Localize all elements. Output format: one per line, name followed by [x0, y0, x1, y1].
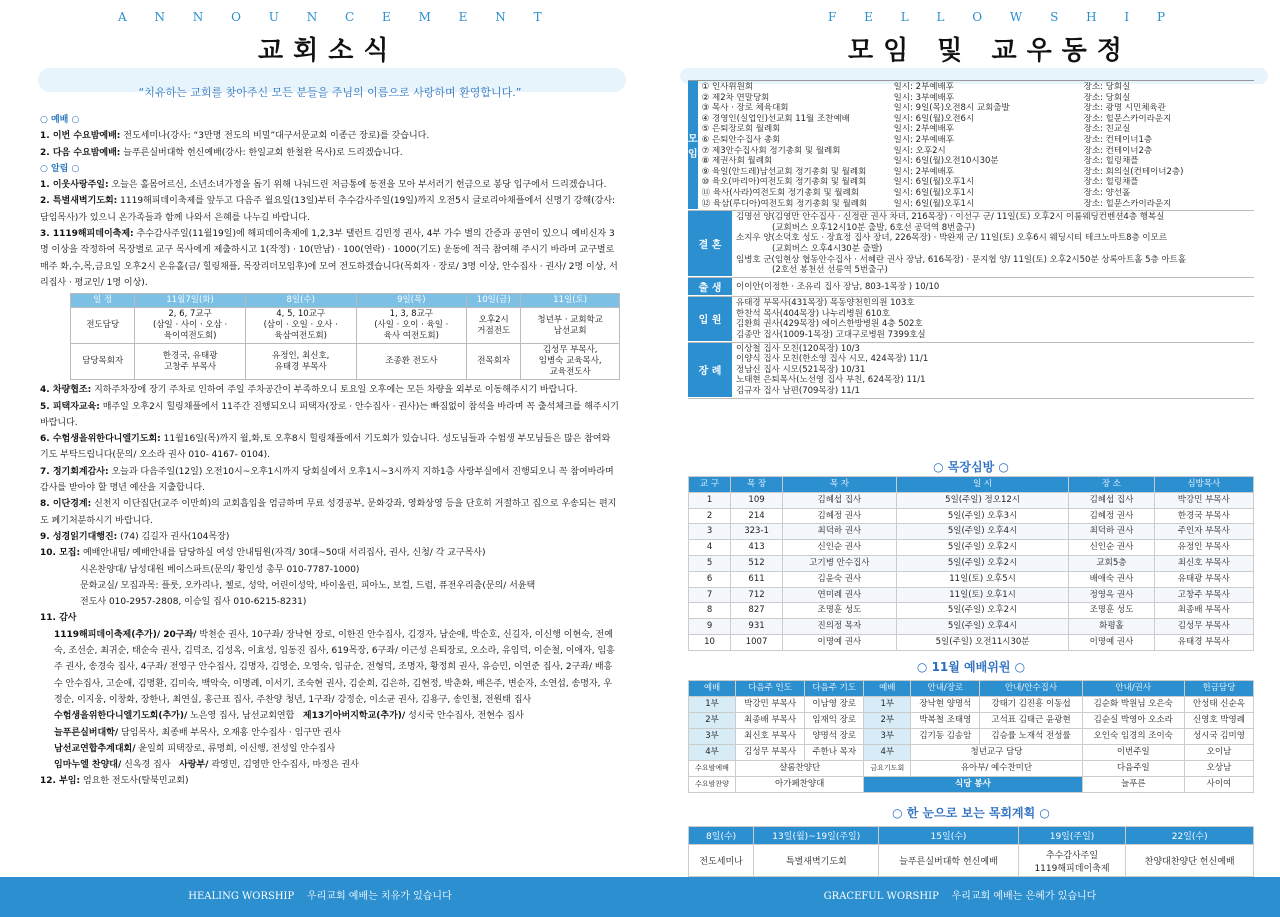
item-wednesday-next: 2. 다음 수요밤예배: 늘푸른실버대학 헌신예배(강사: 한일교회 한철완 목사)로 드리겠습니다.	[40, 147, 403, 158]
table-row	[689, 492, 1254, 508]
table-cell: 5일(주일) 오후3시	[896, 508, 1069, 524]
hospital-row	[688, 297, 1254, 342]
table-cell: 담당목회자	[71, 344, 135, 380]
table-cell: 4, 5, 10교구 (삼이 · 오일 · 오사 · 육삼여전도회)	[245, 308, 356, 344]
item-wednesday-this: 1. 이번 수요밤예배: 전도세미나(강사: “3만명 전도의 비밀”대구서문교회 이종근 장로)를 갖습니다.	[40, 131, 430, 142]
table-header: 일 정	[71, 294, 135, 308]
table-cell: 박복철 조태영	[911, 713, 980, 729]
meeting-field: 장소: 컨테이너2층	[1083, 145, 1153, 156]
table-header: 10일(금)	[467, 294, 521, 308]
table-header: 안내/안수집사	[980, 681, 1082, 697]
table-cell: 박강민 부목사	[1154, 492, 1253, 508]
table-cell: 오후2시 거점전도	[467, 308, 521, 344]
plan-title: ○ 한 눈으로 보는 목회계획 ○	[892, 806, 1050, 820]
table-cell: 611	[731, 571, 783, 587]
table-cell: 안성태 신순옥	[1184, 697, 1253, 713]
table-cell: 김혜섭 집사	[782, 492, 896, 508]
meeting-field: 일시: 6일(월)오후1시	[893, 177, 975, 188]
meeting-field: 일시: 2부예배후	[893, 166, 954, 177]
wedding-line: 소지우 양(소덕호 성도 · 장효정 집사 장녀, 226목장) · 박완재 군/ 11일(토) 오후6시 웨딩시티 테크노마트8층 이모르	[736, 233, 1168, 244]
meeting-field: ⑤ 은퇴장로회 월례회	[701, 124, 781, 135]
meeting-item	[702, 146, 1254, 157]
table-cell: 유정인, 최신호, 유태경 부목사	[245, 344, 356, 380]
table-cell: 찬양대찬양단 헌신예배	[1126, 845, 1254, 877]
table-cell: 화평홀	[1069, 619, 1154, 635]
table-cell: 3부	[689, 729, 736, 745]
meeting-field: 장소: 힐링채플	[1083, 177, 1139, 188]
notice-6: 6. 수험생을위한다니엘기도회: 11월16일(목)까지 월,화,토 오후8시 힐링채플에서 기도회가 있습니다. 성도님들과 수험생 부모님들은 많은 참여와 기도 부탁드립니다(문의/ 오소라 권사 010- 4167- 0104).	[40, 434, 611, 461]
section-eng-title: A N N O U N C E M E N T	[118, 10, 554, 24]
wedding-label: 결 혼	[688, 211, 732, 277]
table-cell: 양명석 장로	[805, 729, 864, 745]
table-header: 11월7일(화)	[135, 294, 246, 308]
fellowship-page	[640, 0, 1280, 917]
table-cell: 이남영 장로	[805, 697, 864, 713]
meeting-field: 장소: 컨테이너1층	[1083, 134, 1153, 145]
hospital-line: 김환희 권사(429목장) 에이스한방병원 4층 502호	[736, 319, 923, 330]
table-cell: 323-1	[731, 524, 783, 540]
table-cell: 김성무 부목사	[1154, 619, 1253, 635]
table-header: 심방목사	[1154, 477, 1253, 493]
meeting-field: 장소: 힐문스카이라운지	[1083, 113, 1172, 124]
table-cell: 김승률 노재석 전성률	[980, 729, 1082, 745]
table-cell: 최덕하 권사	[1069, 524, 1154, 540]
meeting-field: 일시: 6일(월)오후1시	[893, 187, 975, 198]
meeting-item	[702, 93, 1254, 104]
meeting-field: ⑫ 육삼(루디아)여전도회 정기총회 및 월례회	[701, 198, 868, 209]
meeting-field: 장소: 힐문스카이라운지	[1083, 198, 1172, 209]
hospital-line: 유태경 부목사(431목장) 목동양천힌의원 103호	[736, 298, 915, 309]
wedding-line: 임병호 군(임현상 협동안수집사 · 서혜란 권사 장남, 616목장) · 문지협 양/ 11일(토) 오후2시50분 상록아트홀 5층 아트홀	[736, 254, 1187, 265]
table-header: 예배	[689, 681, 736, 697]
table-cell: 오이남	[1184, 745, 1253, 761]
table-cell: 유태광 부목사	[1154, 571, 1253, 587]
table-cell: 장낙현 양명석	[911, 697, 980, 713]
table-cell: 최종배 부목사	[1154, 603, 1253, 619]
table-row	[689, 729, 1254, 745]
meeting-field: 장소: 친교실	[1083, 124, 1131, 135]
table-cell: 9	[689, 619, 731, 635]
table-cell: 신인순 권사	[782, 540, 896, 556]
meeting-field: ④ 경영인(실업인)선교회 11월 조찬예배	[701, 113, 850, 124]
table-cell: 1부	[864, 697, 911, 713]
table-cell: 추수감사주일 1119해피데이축제	[1018, 845, 1126, 877]
page-title: 모임 및 교우동정	[848, 36, 1132, 66]
meeting-field: ① 인사위원회	[701, 82, 754, 92]
table-header: 목 자	[782, 477, 896, 493]
meeting-field: 일시: 2부예배후	[893, 82, 954, 92]
notice-heading: ○ 알림 ○	[40, 163, 80, 174]
table-cell: 5일(주일) 오후2시	[896, 555, 1069, 571]
notice-10: 10. 모집: 예배안내팀/ 예배안내를 담당하실 여성 안내팀원(자격/ 30대~50대 서리집사, 권사, 신청/ 각 교구목사)	[40, 548, 486, 559]
notice-10-contact: 전도사 010-2957-2808, 이승일 집사 010-6215-8231)	[80, 597, 307, 608]
meeting-field: ② 제2차 연말당회	[701, 92, 770, 103]
meeting-item	[702, 135, 1254, 146]
table-row	[689, 571, 1254, 587]
table-row	[689, 745, 1254, 761]
birth-row	[688, 278, 1254, 298]
evangelism-schedule-table	[70, 293, 620, 380]
notice-12: 12. 부임: 엄요한 전도사(탈북민교회)	[40, 776, 189, 787]
table-cell: 임재익 장로	[805, 713, 864, 729]
table-row	[689, 697, 1254, 713]
meeting-item	[702, 177, 1254, 188]
table-cell: 이번주일	[1082, 745, 1184, 761]
wedding-row	[688, 211, 1254, 278]
table-row	[689, 603, 1254, 619]
meeting-item	[702, 114, 1254, 125]
meeting-field: 장소: 당회실	[1083, 92, 1131, 103]
thanks-festival: 1119해피데이축제(추가)/ 20구좌/ 박천순 권사, 10구좌/ 장낙현 장로, 이한진 안수집사, 김경자, 남순애, 박순호, 신길자, 이신행 이현숙, 전예숙, 조선순, 최귀순, 태순숙 권사, 김덕조, 김성옥, 이효성, 임동진 집사, 619목장, 6구좌/ 이근성 은퇴장로, 오소라, 유임덕, 이순철, 이애자, 임흥주 권사, 송경숙 집사, 4구좌/ 전영구 안수집사, 김명자, 김영순, 오영숙, 임규순, 전형덕, 조명자, 황정희 권사, 유승민, 이연준 집사, 2구좌/ 배흥수 안수집사, 고순애, 김명환, 김미숙, 백악숙, 이명례, 이서기, 조숙현 권사, 김순희, 김은하, 김현정, 박춘화, 배은주, 변순자, 소연섭, 송명자, 우정순, 이지웅, 이창화, 장한나, 최연실, 홍근표 집사, 주찬양 청년, 1구좌/ 강정순, 이소균 권사, 김용구, 송인철, 전원태 집사	[54, 629, 615, 705]
table-cell: 10	[689, 634, 731, 650]
table-cell: 2부	[689, 713, 736, 729]
table-cell: 주한나 목자	[805, 745, 864, 761]
hospital-line: 김종만 집사(1009-1목장) 고대구로병원 7399호실	[736, 330, 926, 341]
table-cell: 연미례 권사	[782, 587, 896, 603]
table-header: 15일(수)	[879, 827, 1018, 845]
table-cell: 김혜정 권사	[1069, 508, 1154, 524]
table-cell: 5일(주일) 오후2시	[896, 540, 1069, 556]
meeting-field: 일시: 6일(월)오후1시	[893, 198, 975, 209]
table-header: 다음주 인도	[736, 681, 805, 697]
table-cell: 정영옥 권사	[1069, 587, 1154, 603]
visit-title: ○ 목장심방 ○	[933, 460, 1009, 474]
wedding-list	[732, 211, 1254, 277]
table-cell: 주인자 부목사	[1154, 524, 1253, 540]
table-cell: 강태기 김진흥 이동섭	[980, 697, 1082, 713]
meeting-field: ③ 목사 · 장로 체육대회	[701, 103, 789, 114]
meeting-field: ⑧ 제권사회 월례회	[701, 156, 773, 167]
meeting-field: 장소: 힐링채플	[1083, 156, 1139, 167]
announcement-body	[40, 112, 620, 790]
table-header: 안내/권사	[1082, 681, 1184, 697]
table-row	[689, 634, 1254, 650]
table-cell: 조명훈 성도	[1069, 603, 1154, 619]
table-row	[689, 713, 1254, 729]
wedding-line: (교회버스 오후4시30분 출발)	[772, 243, 883, 254]
meeting-field: 일시: 9일(목)오전8시 교회출발	[893, 103, 1010, 114]
table-cell: 조종환 전도사	[356, 344, 467, 380]
table-cell: 이명예 권사	[782, 634, 896, 650]
funeral-line: 이상철 집사 모친(120목장) 10/3	[736, 343, 860, 354]
meeting-field: ⑩ 육오(마리아)여전도회 정기총회 및 월례회	[701, 177, 867, 188]
meeting-field: 장소: 양선홀	[1083, 187, 1131, 198]
table-cell: 고창주 부목사	[1154, 587, 1253, 603]
table-row	[689, 540, 1254, 556]
funeral-line: 김규자 집사 남편(709목장) 11/1	[736, 386, 860, 397]
table-cell: 4부	[689, 745, 736, 761]
meeting-field: 장소: 당회실	[1083, 82, 1131, 92]
meeting-item	[702, 82, 1254, 93]
table-cell: 827	[731, 603, 783, 619]
table-header: 목 장	[731, 477, 783, 493]
table-cell: 3부	[864, 729, 911, 745]
notice-2: 2. 특별새벽기도회: 1119해피데이축제를 앞두고 다음주 월요일(13일)부터 추수감사주일(19일)까지 오전5시 글로리아채플에서 신명기 강해(강사: 담임목사)가 있으니 온가족들과 함께 나와서 은혜를 나누길 바랍니다.	[40, 196, 616, 223]
table-cell: 5일(주일) 오후2시	[896, 603, 1069, 619]
hospital-label: 입 원	[688, 297, 732, 341]
thanks-prayer: 수험생을위한다니엘기도회(추가)/ 노은영 집사, 남선교회연합 제13기아버지학교(추가)/ 성시국 안수집사, 전현수 집사	[54, 711, 524, 722]
table-cell: 전도담당	[71, 308, 135, 344]
table-row	[689, 524, 1254, 540]
table-cell: 한경국 부목사	[1154, 508, 1253, 524]
table-cell: 3	[689, 524, 731, 540]
meetings-row	[688, 81, 1254, 211]
table-cell: 5일(주일) 오전11시30분	[896, 634, 1069, 650]
table-header: 안내/장로	[911, 681, 980, 697]
table-cell: 5일(주일) 오후4시	[896, 619, 1069, 635]
meeting-field: ⑥ 은퇴안수집사 총회	[701, 134, 781, 145]
table-header: 19일(주일)	[1018, 827, 1126, 845]
meeting-field: ⑨ 육일(안드레)남선교회 정기총회 및 월례회	[701, 166, 867, 177]
wedding-line: (2호선 봉천선 선릉역 5번출구)	[772, 265, 888, 276]
table-cell: 413	[731, 540, 783, 556]
plan-table	[688, 826, 1254, 877]
table-cell: 청년교구 담당	[911, 745, 1082, 761]
table-cell: 고석표 김태근 윤광현	[980, 713, 1082, 729]
meeting-field: 장소: 광명 시민체육관	[1083, 103, 1166, 114]
meeting-item	[702, 103, 1254, 114]
notice-4: 4. 차량협조: 지하주차장에 장기 주차로 인하여 주일 주차공간이 부족하오니 토요일 오후에는 모든 차량을 외부로 이동해주시기 바랍니다.	[40, 385, 578, 396]
table-cell: 진의정 목자	[782, 619, 896, 635]
table-cell: 늘푸른실버대학 헌신예배	[879, 845, 1018, 877]
table-row	[689, 619, 1254, 635]
table-cell: 2	[689, 508, 731, 524]
table-cell: 유정인 부목사	[1154, 540, 1253, 556]
table-cell: 고기병 안수집사	[782, 555, 896, 571]
hospital-line: 한찬석 목사(404목장) 나누리병원 610호	[736, 308, 890, 319]
table-cell: 신인순 권사	[1069, 540, 1154, 556]
thanks-silver: 늘푸른실버대학/ 담임목사, 최종배 부목사, 오재홍 안수집사 · 임구만 권사	[54, 727, 341, 738]
table-row	[689, 508, 1254, 524]
meeting-field: 일시: 6일(월)오전10시30분	[893, 156, 999, 167]
table-cell: 김순화 박원님 오은숙	[1082, 697, 1184, 713]
wedding-line: (교회버스 오후12시10분 출발, 6호선 공덕역 8번출구)	[772, 222, 976, 233]
notice-7: 7. 정기회계감사: 오늘과 다음주일(12일) 오전10시~오후1시까지 당회실에서 오후1시~3시까지 지하1층 사랑부실에서 진행되오니 꼭 참여바라며 감사를 받아야 할 명년 예산을 지출합니다.	[40, 466, 614, 494]
notice-10-choir: 시온찬양대/ 남성대원 베이스파트(문의/ 황인성 총무 010-7787-1000)	[80, 564, 360, 575]
table-cell: 6	[689, 571, 731, 587]
table-cell: 김윤숙 권사	[782, 571, 896, 587]
table-cell: 김기동 김송암	[911, 729, 980, 745]
table-cell: 김성무 부목사, 임병숙 교육목사, 교육전도사	[521, 344, 620, 380]
table-cell: 전목회자	[467, 344, 521, 380]
table-cell: 특별새벽기도회	[754, 845, 879, 877]
meeting-item	[702, 188, 1254, 199]
worship-heading: ○ 예배 ○	[40, 115, 80, 125]
table-cell: 1부	[689, 697, 736, 713]
table-cell: 2, 6, 7교구 (삼일 · 사이 · 오삼 · 육이여전도회)	[135, 308, 246, 344]
thanks-choir: 임마누엘 찬양대/ 신옥경 집사 사랑부/ 곽영민, 김영만 안수집사, 마정은 권사	[54, 760, 359, 771]
table-row	[689, 555, 1254, 571]
table-cell: 교회5층	[1069, 555, 1154, 571]
funeral-line: 노태현 은퇴목사(노선영 집사 부친, 624목장) 11/1	[736, 375, 926, 386]
thanks-mens: 남선교연합추계대회/ 윤일희 피택장로, 류명희, 이신행, 전성일 안수집사	[54, 743, 336, 754]
table-cell: 214	[731, 508, 783, 524]
meetings-label: 모 임	[688, 81, 698, 210]
meeting-item	[702, 199, 1254, 210]
footer-graceful: GRACEFUL WORSHIP 우리교회 예배는 은혜가 있습니다	[640, 877, 1280, 917]
notice-11: 11. 감사	[40, 613, 77, 624]
table-cell: 1007	[731, 634, 783, 650]
notice-3: 3. 1119해피데이축제: 추수감사주일(11월19일)에 해피데이축제에 1,2,3부 탤런트 김민정 권사, 4부 가수 별의 간증과 공연이 있으니 예비신자 3명 이상을 작정하여 목장별로 교구 목사에게 제출하시고 1(작정) · 10(만남) · 100(연락) · 1000(기도) 운동에 적극 참여해 주시기 바라며 교구별로 매주 화,수,목,금요일 오후2시 온유홀(금/ 힐링채플, 목장리더모임후)에 모여 전도하겠습니다(목회자 · 장로/ 3명 이상, 안수집사 · 권사/ 2명 이상, 서리집사 · 평교인/ 1명 이상).	[40, 229, 618, 288]
table-header: 일 시	[896, 477, 1069, 493]
table-cell: 최덕하 권사	[782, 524, 896, 540]
table-header: 교 구	[689, 477, 731, 493]
wedding-line: 김명선 양(김영만 안수집사 · 신정란 권사 차녀, 216목장) · 이선구 군/ 11일(토) 오후2시 이룸웨딩컨벤션4층 행복실	[736, 212, 1165, 223]
welcome-motto: “치유하는 교회를 찾아주신 모든 분들을 주님의 이름으로 사랑하며 환영합니다.”	[138, 86, 522, 99]
table-row: 수요밤예배 샬롬찬양단 금요기도회 유아부/ 예수찬미단 다음주일 오상남	[689, 761, 1254, 777]
notice-5: 5. 피택자교육: 매주일 오후2시 힐링채플에서 11주간 진행되오니 피택자(장로 · 안수집사 · 권사)는 빠짐없이 참석을 바라며 꼭 출석체크를 해주시기 바랍니다.	[40, 401, 619, 428]
table-header: 8일(수)	[689, 827, 754, 845]
table-cell: 5일(주일) 오후4시	[896, 524, 1069, 540]
meeting-item	[702, 167, 1254, 178]
meeting-field: ⑪ 육사(사라)여전도회 정기총회 및 월례회	[701, 187, 859, 198]
table-cell: 109	[731, 492, 783, 508]
table-header: 9일(목)	[356, 294, 467, 308]
table-cell: 7	[689, 587, 731, 603]
table-cell: 오인숙 임경의 조이숙	[1082, 729, 1184, 745]
table-header: 22일(수)	[1126, 827, 1254, 845]
table-cell: 8	[689, 603, 731, 619]
table-cell: 김혜섭 집사	[1069, 492, 1154, 508]
funeral-list	[732, 343, 1254, 398]
meeting-field: 일시: 오후2시	[893, 145, 946, 156]
section-eng-title: F E L L O W S H I P	[828, 10, 1178, 24]
table-cell: 김성무 부목사	[736, 745, 805, 761]
meetings-list	[698, 81, 1258, 210]
funeral-row	[688, 343, 1254, 399]
table-cell: 김순실 박영아 오소라	[1082, 713, 1184, 729]
table-header: 13일(월)~19일(주일)	[754, 827, 879, 845]
table-cell: 이명예 권사	[1069, 634, 1154, 650]
table-header: 예배	[864, 681, 911, 697]
table-row	[689, 587, 1254, 603]
service-committee-table	[688, 680, 1254, 793]
meeting-field: 일시: 2부예배후	[893, 134, 954, 145]
page-title: 교회소식	[258, 36, 399, 66]
table-cell: 전도세미나	[689, 845, 754, 877]
notice-8: 8. 이단경계: 신천지 이단집단(교주 이만희)의 교회흡입을 엄금하며 무료 성경공부, 문화강좌, 영화상영 등을 단호히 거절하고 집으로 우송되는 편지도 폐기처분하시기 바랍니다.	[40, 499, 617, 526]
footer-healing: HEALING WORSHIP 우리교회 예배는 치유가 있습니다	[0, 877, 640, 917]
table-cell: 김혜정 권사	[782, 508, 896, 524]
table-cell: 4부	[864, 745, 911, 761]
table-row: 수요밤찬양 아가페찬양대 식당 봉사 늘푸른 사이여	[689, 777, 1254, 793]
fellowship-box	[688, 80, 1254, 399]
birth-label: 출 생	[688, 278, 732, 297]
table-cell: 5일(주일) 정오12시	[896, 492, 1069, 508]
table-cell: 성시국 김미영	[1184, 729, 1253, 745]
table-cell: 신영호 박영례	[1184, 713, 1253, 729]
table-cell: 최신호 부목사	[736, 729, 805, 745]
table-cell: 1, 3, 8교구 (사일 · 오이 · 육일 · 육사 여전도회)	[356, 308, 467, 344]
table-cell: 조명훈 성도	[782, 603, 896, 619]
meeting-field: 일시: 6일(월)오전6시	[893, 113, 975, 124]
hospital-list	[732, 297, 1254, 341]
table-cell: 박강민 부목사	[736, 697, 805, 713]
meeting-field: ⑦ 제3안수집사회 정기총회 및 월례회	[701, 145, 841, 156]
notice-10-culture: 문화교실/ 모집과목: 플룻, 오카리나, 첼로, 성악, 어린이성악, 바이올린, 피아노, 보컬, 드럼, 퓨전우리춤(문의/ 서윤택	[80, 580, 536, 591]
table-header: 11일(토)	[521, 294, 620, 308]
table-header: 헌금담당	[1184, 681, 1253, 697]
meeting-field: 일시: 3부예배후	[893, 92, 954, 103]
table-cell: 배애숙 권사	[1069, 571, 1154, 587]
meeting-field: 일시: 2부예배후	[893, 124, 954, 135]
table-cell: 2부	[864, 713, 911, 729]
table-header: 장 소	[1069, 477, 1154, 493]
table-cell: 512	[731, 555, 783, 571]
table-cell: 4	[689, 540, 731, 556]
table-header: 8일(수)	[245, 294, 356, 308]
funeral-line: 정남신 집사 시모(521목장) 10/31	[736, 364, 866, 375]
table-cell: 931	[731, 619, 783, 635]
notice-1: 1. 이웃사랑주일: 오늘은 홀몸어르신, 소년소녀가정을 돕기 위해 나눠드린 저금통에 동전을 모아 부서러기 헌금으로 봉당 입구에서 드리겠습니다.	[40, 180, 607, 191]
meeting-item	[702, 156, 1254, 167]
table-cell: 5	[689, 555, 731, 571]
table-cell: 11일(토) 오후5시	[896, 571, 1069, 587]
birth-text: 이이안(이정한 · 조유리 집사 장남, 803-1목장 ) 10/10	[736, 281, 940, 292]
funeral-line: 이양식 집사 모친(한소영 집사 시모, 424목장) 11/1	[736, 354, 929, 365]
table-cell: 청년부 · 교회학교 남선교회	[521, 308, 620, 344]
table-header: 다음주 기도	[805, 681, 864, 697]
meeting-field: 장소: 회의실(컨테이너2층)	[1083, 166, 1184, 177]
meeting-item	[702, 124, 1254, 135]
table-cell: 한경국, 유태광 고창주 부목사	[135, 344, 246, 380]
visit-table	[688, 476, 1254, 651]
table-cell: 1	[689, 492, 731, 508]
funeral-label: 장 례	[688, 343, 732, 398]
table-cell: 최신호 부목사	[1154, 555, 1253, 571]
table-cell: 11일(토) 오후1시	[896, 587, 1069, 603]
service-title: ○ 11월 예배위원 ○	[916, 660, 1026, 674]
table-cell: 유태경 부목사	[1154, 634, 1253, 650]
table-cell: 712	[731, 587, 783, 603]
table-cell: 최종배 부목사	[736, 713, 805, 729]
notice-9: 9. 성경읽기대행진: (74) 김길자 권사(104목장)	[40, 531, 230, 542]
